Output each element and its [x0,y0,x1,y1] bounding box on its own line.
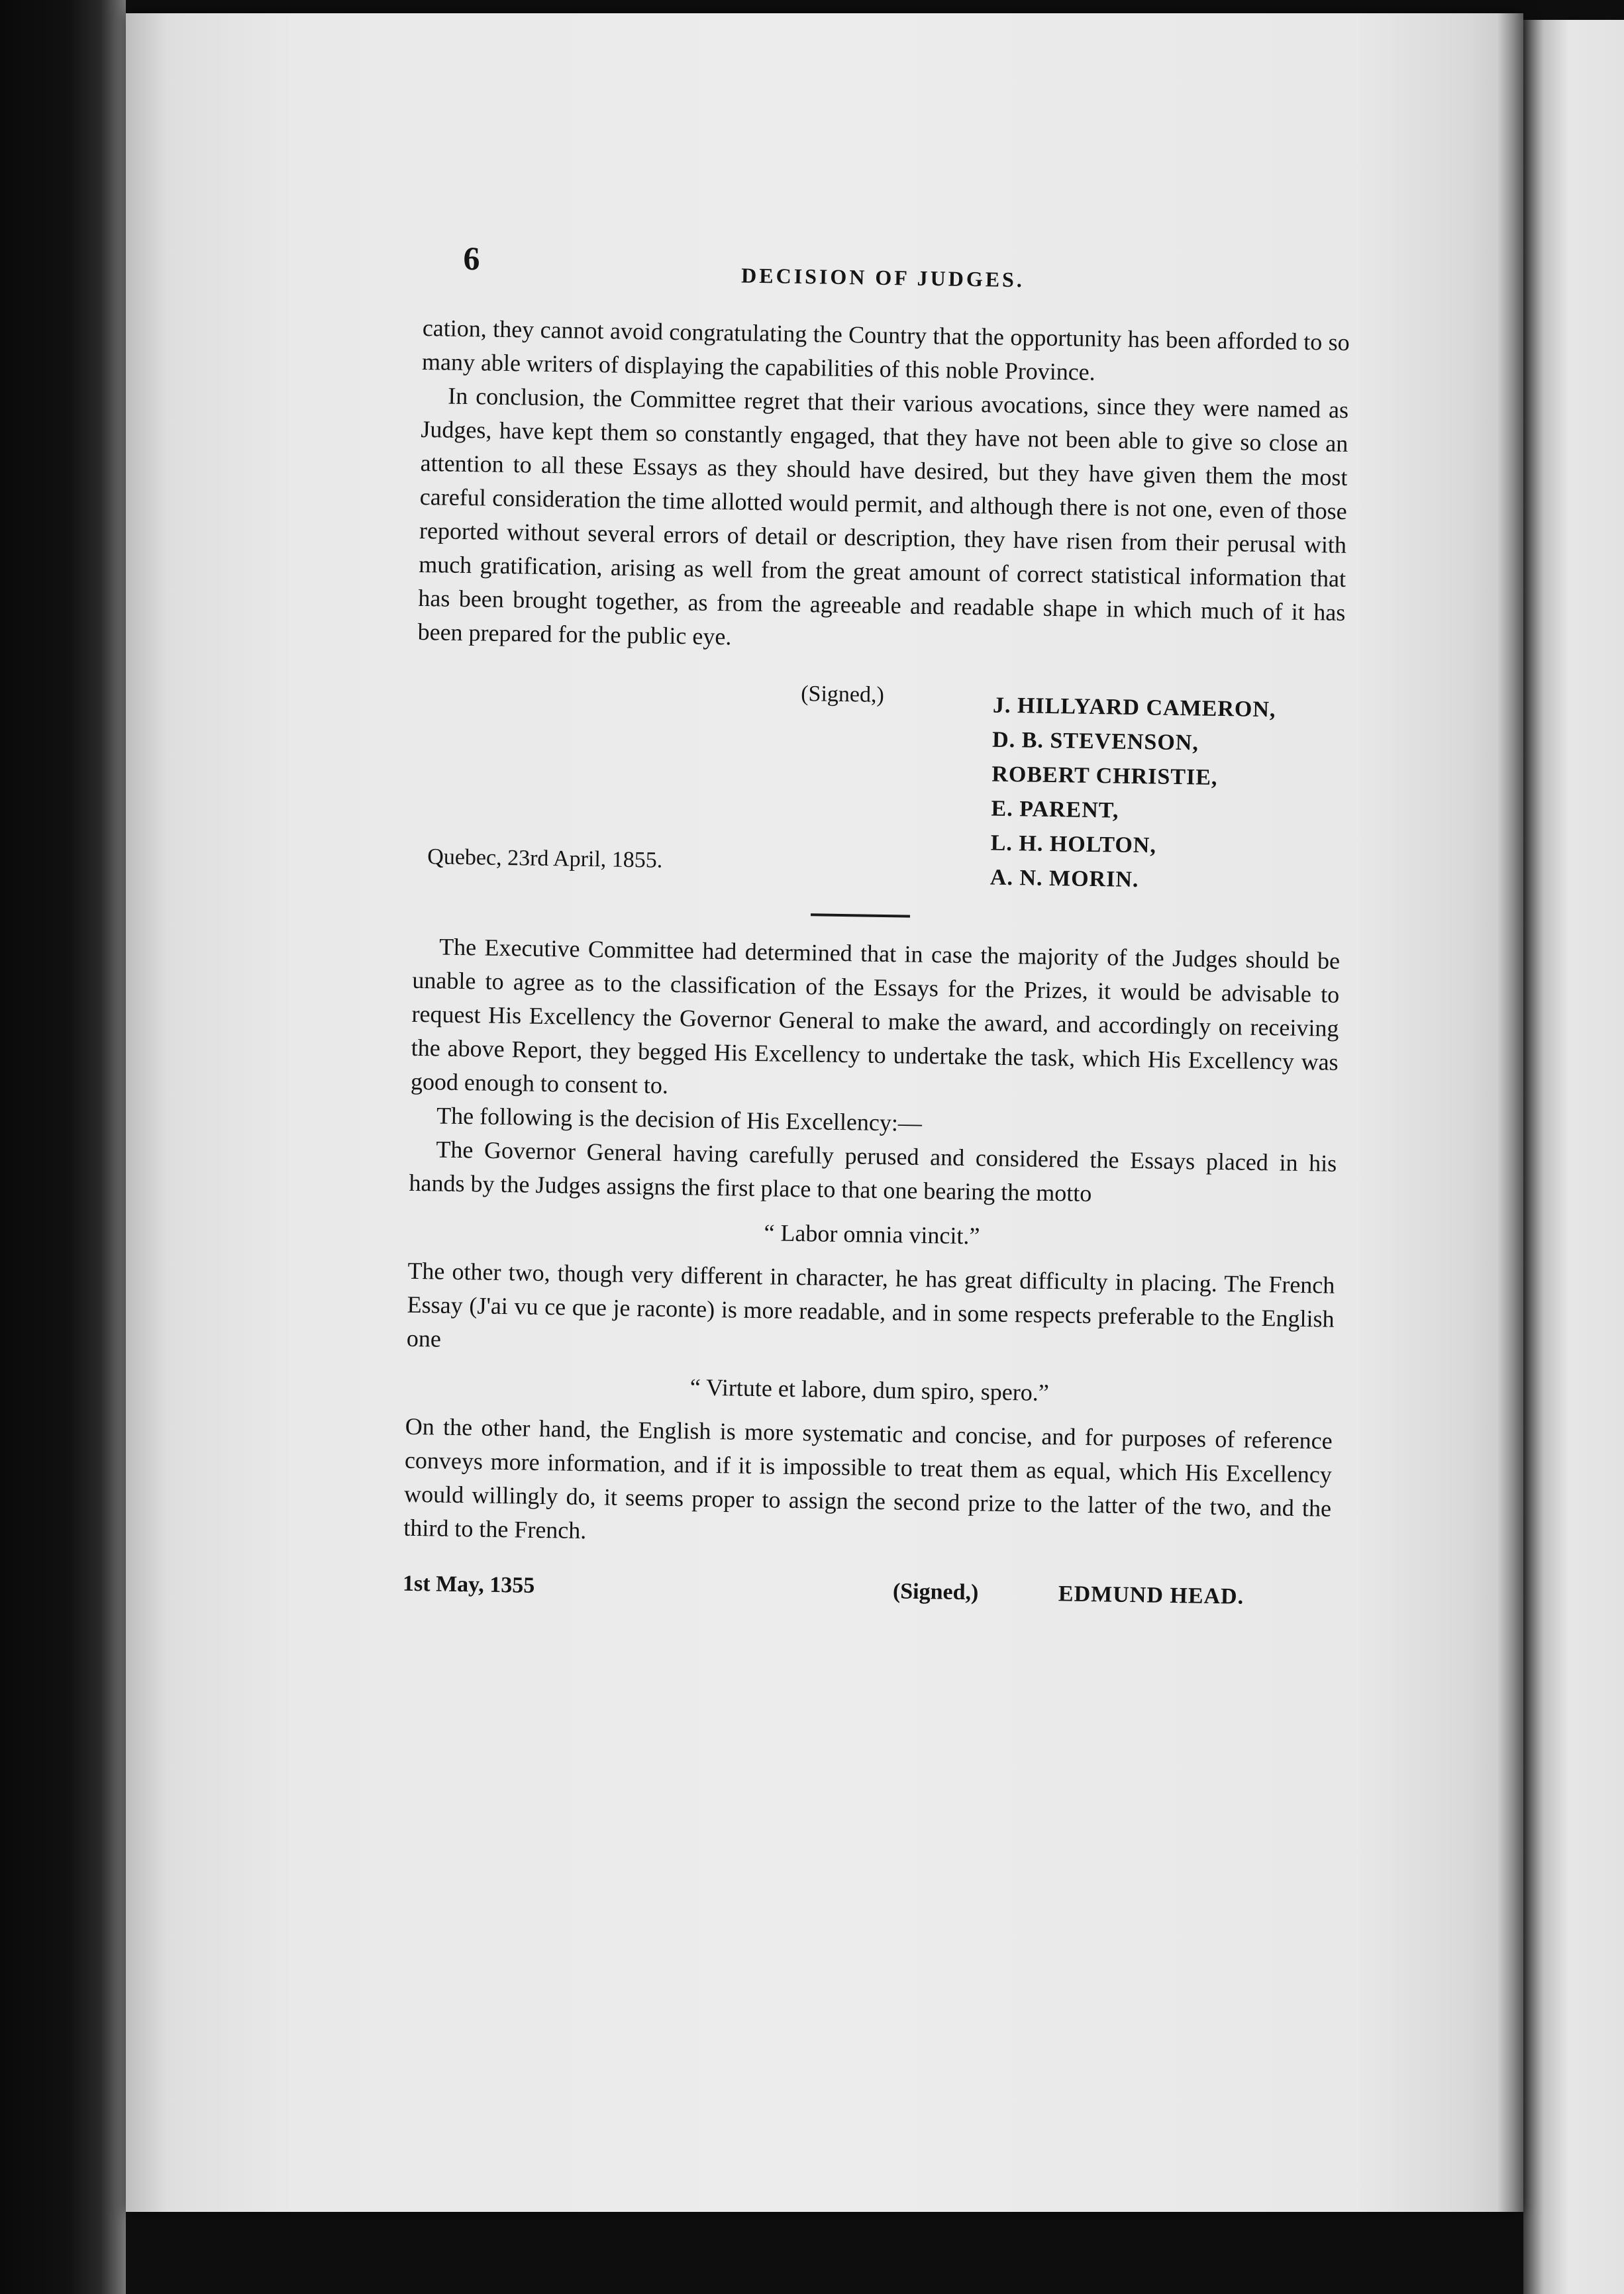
signatory: L. H. HOLTON, [990,830,1157,858]
decision-paragraph-5: On the other hand, the English is more systematic and concise, and for purposes of reference conveys more information, and if it is impossible to treat them as equal, which His Excellency would willingly do, it seems proper to assign the second prize to the latter of the two, and the third to the French. [403,1413,1333,1544]
running-head: DECISION OF JUDGES. [740,263,1025,292]
judges-signature-block [413,675,1344,909]
signatory: E. PARENT, [991,796,1119,823]
adjacent-page-edge [1523,20,1624,2294]
decision-paragraph-2: The following is the decision of His Excellency:— [436,1102,923,1136]
motto-first-prize: “ Labor omnia vincit.” [764,1219,980,1250]
signed-label: (Signed,) [800,681,885,707]
signatory-list [990,689,1276,900]
report-paragraph-1: cation, they cannot avoid congratulating the Country that the opportunity has been afforded to so many able writers of displaying the capabilities of this noble Province. [421,314,1350,385]
signatory: A. N. MORIN. [990,865,1139,893]
decision-paragraph-1: The Executive Committee had determined that in case the majority of the Judges should be unable to agree as to the classification of the Essays for the Prizes, it would be advisable to request His Excellency the Governor General to make the award, and accordingly on receiving the above Report, they begged His Excellency to undertake the task, which His Excellency was good enough to consent to. [410,933,1341,1099]
page-text [402,238,1351,1632]
page-number: 6 [463,239,480,277]
scanner-left-border [0,0,126,2294]
decision-paragraph-3: The Governor General having carefully perused and considered the Essays placed in his hands by the Judges assigns the first place to that one bearing the motto [409,1136,1337,1207]
report-paragraph-2: In conclusion, the Committee regret that their various avocations, since they were named as Judges, have kept them so constantly engaged, that they have not been able to give so close an attention to all these Essays as they should have desired, but they have given them the most careful consideration the time allotted would permit, and although there is not one, even of those reported without several errors of detail or description, they have risen from their perusal with much gratification, arising as well from the great amount of correct statistical information that has been brought together, as from the agreeable and readable shape in which much of it has been prepared for the public eye. [417,382,1349,650]
signatory: J. HILLYARD CAMERON, [992,693,1276,723]
report-place-date: Quebec, 23rd April, 1855. [427,844,663,873]
governor-signer: EDMUND HEAD. [1058,1581,1244,1609]
decision-date: 1st May, 1355 [402,1571,535,1598]
section-divider [811,913,910,917]
signatory: D. B. STEVENSON, [991,727,1199,756]
decision-paragraph-4: The other two, though very different in character, he has great difficulty in placing. The French Essay (J'ai vu ce que je raconte) is more readable, and in some respects preferable to the English one [406,1257,1335,1352]
signatory: ROBERT CHRISTIE, [991,762,1218,790]
signed-label: (Signed,) [892,1579,979,1605]
motto-english-essay: “ Virtute et labore, dum spiro, spero.” [689,1373,1050,1407]
page-spine-shadow [1497,13,1523,2212]
